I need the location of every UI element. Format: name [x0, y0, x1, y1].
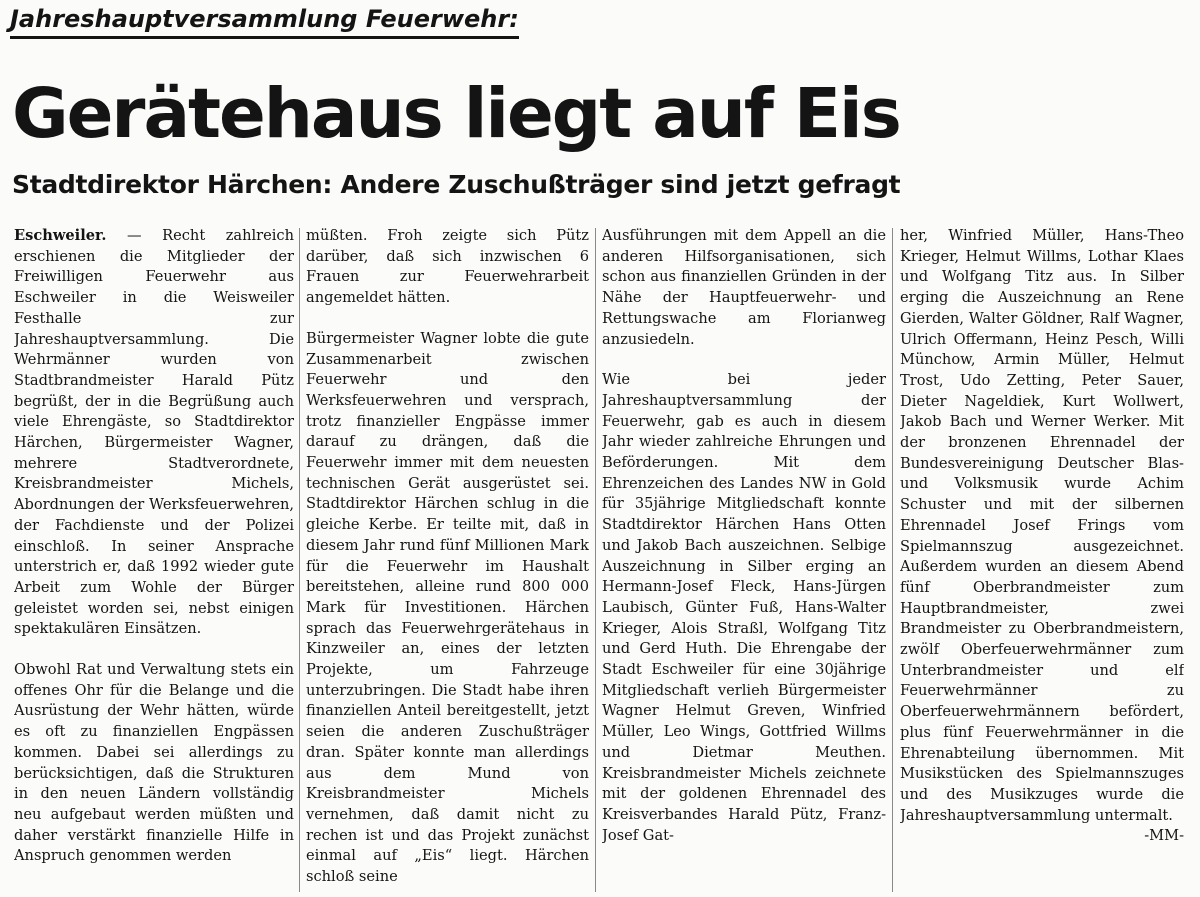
column-divider — [299, 228, 300, 892]
article-column-4 — [900, 226, 1184, 894]
article-paragraph — [14, 226, 294, 640]
dateline: Eschweiler. — [14, 227, 107, 244]
article-column-1 — [14, 226, 294, 894]
article-paragraph: Obwohl Rat und Verwaltung stets ein offenes Ohr für die Belange und die Ausrüstung der Wehr hätten, würde es oft zu finanziellen Engpässen kommen. Dabei sei allerdings zu berücksichtigen, daß die Strukturen in den neuen Ländern vollständig neu aufgebaut werden müßten und daher verstärkt finanzielle Hilfe in Anspruch genommen werden — [14, 661, 294, 865]
article-paragraph: Bürgermeister Wagner lobte die gute Zusammenarbeit zwischen Feuerwehr und den Werksfeuerwehren und versprach, trotz finanzieller Engpässe immer darauf zu drängen, daß die Feuerwehr immer mit dem neuesten technischen Gerät ausgerüstet sei. Stadtdirektor Härchen schlug in die gleiche Kerbe. Er teilte mit, daß in diesem Jahr rund fünf Millionen Mark für die Feuerwehr im Haushalt bereitstehen, alleine rund 800 000 Mark für Investitionen. Härchen sprach das Feuerwehrgerätehaus in Kinzweiler an, eines der letzten Projekte, um Fahrzeuge unterzubringen. Die Stadt habe ihren finanziellen Anteil bereitgestellt, jetzt seien die anderen Zuschußträger dran. Später konnte man allerdings aus dem Mund von Kreisbrandmeister Michels vernehmen, daß damit nicht zu rechen ist und das Projekt zunächst einmal auf „Eis“ liegt. Härchen schloß seine — [306, 329, 589, 886]
article-paragraph: Wie bei jeder Jahreshauptversammlung der Feuerwehr, gab es auch in diesem Jahr wieder zahlreiche Ehrungen und Beförderungen. Mit dem Ehrenzeichen des Landes NW in Gold für 35jährige Mitgliedschaft konnte Stadtdirektor Härchen Hans Otten und Jakob Bach auszeichnen. Selbige Auszeichnung in Silber erging an Hermann-Josef Fleck, Hans-Jürgen Laubisch, Günter Fuß, Hans-Walter Krieger, Alois Straßl, Wolfgang Titz und Gerd Huth. Die Ehrengabe der Stadt Eschweiler für eine 30jährige Mitgliedschaft verlieh Bürgermeister Wagner Helmut Greven, Winfried Müller, Leo Wings, Gottfried Willms und Dietmar Meuthen. Kreisbrandmeister Michels zeichnete mit der goldenen Ehrennadel des Kreisverbandes Harald Pütz, Franz-Josef Gat- — [602, 371, 886, 844]
article-paragraph: müßten. Froh zeigte sich Pütz darüber, daß sich inzwischen 6 Frauen zur Feuerwehrarbeit angemeldet hätten. — [306, 227, 589, 307]
article-column-2 — [306, 226, 589, 894]
paragraph-text: — Recht zahlreich erschienen die Mitglieder der Freiwilligen Feuerwehr aus Eschweiler in die Weisweiler Festhalle zur Jahreshauptversammlung. Die Wehrmänner wurden von Stadtbrandmeister Harald Pütz begrüßt, der in die Begrüßung auch viele Ehrengäste, so Stadtdirektor Härchen, Bürgermeister Wagner, mehrere Stadtverordnete, Kreisbrandmeister Michels, Abordnungen der Werksfeuerwehren, der Fachdienste und der Polizei einschloß. In seiner Ansprache unterstrich er, daß 1992 wieder gute Arbeit zum Wohle der Bürger geleistet worden sei, nebst einigen spektakulären Einsätzen. — [14, 227, 294, 638]
author-signature: -MM- — [1144, 827, 1184, 845]
headline: Gerätehaus liegt auf Eis — [12, 74, 900, 154]
article-column-3 — [602, 226, 886, 894]
column-divider — [595, 228, 596, 892]
column-divider — [892, 228, 893, 892]
article-paragraph: Ausführungen mit dem Appell an die anderen Hilfsorganisationen, sich schon aus finanziellen Gründen in der Nähe der Hauptfeuerwehr- und Rettungswache am Florianweg anzusiedeln. — [602, 227, 886, 348]
subheadline: Stadtdirektor Härchen: Andere Zuschußträger sind jetzt gefragt — [12, 170, 901, 199]
kicker-heading: Jahreshauptversammlung Feuerwehr: — [10, 4, 519, 39]
article-paragraph: her, Winfried Müller, Hans-Theo Krieger, Helmut Willms, Lothar Klaes und Wolfgang Titz aus. In Silber erging die Auszeichnung an Rene Gierden, Walter Göldner, Ralf Wagner, Ulrich Offermann, Heinz Pesch, Willi Münchow, Armin Müller, Helmut Trost, Udo Zetting, Peter Sauer, Dieter Nageldiek, Kurt Wollwert, Jakob Bach und Werner Werker. Mit der bronzenen Ehrennadel der Bundesvereinigung Deutscher Blas- und Volksmusik wurde Achim Schuster und mit der silbernen Ehrennadel Josef Frings vom Spielmannszug ausgezeichnet. Außerdem wurden an diesem Abend fünf Oberbrandmeister zum Hauptbrandmeister, zwei Brandmeister zu Oberbrandmeistern, zwölf Oberfeuerwehrmänner zum Unterbrandmeister und elf Feuerwehrmänner zu Oberfeuerwehrmännern befördert, plus fünf Feuerwehrmänner in die Ehrenabteilung übernommen. Mit Musikstücken des Spielmannszuges und des Musikzuges wurde die Jahreshauptversammlung untermalt. — [900, 227, 1184, 824]
